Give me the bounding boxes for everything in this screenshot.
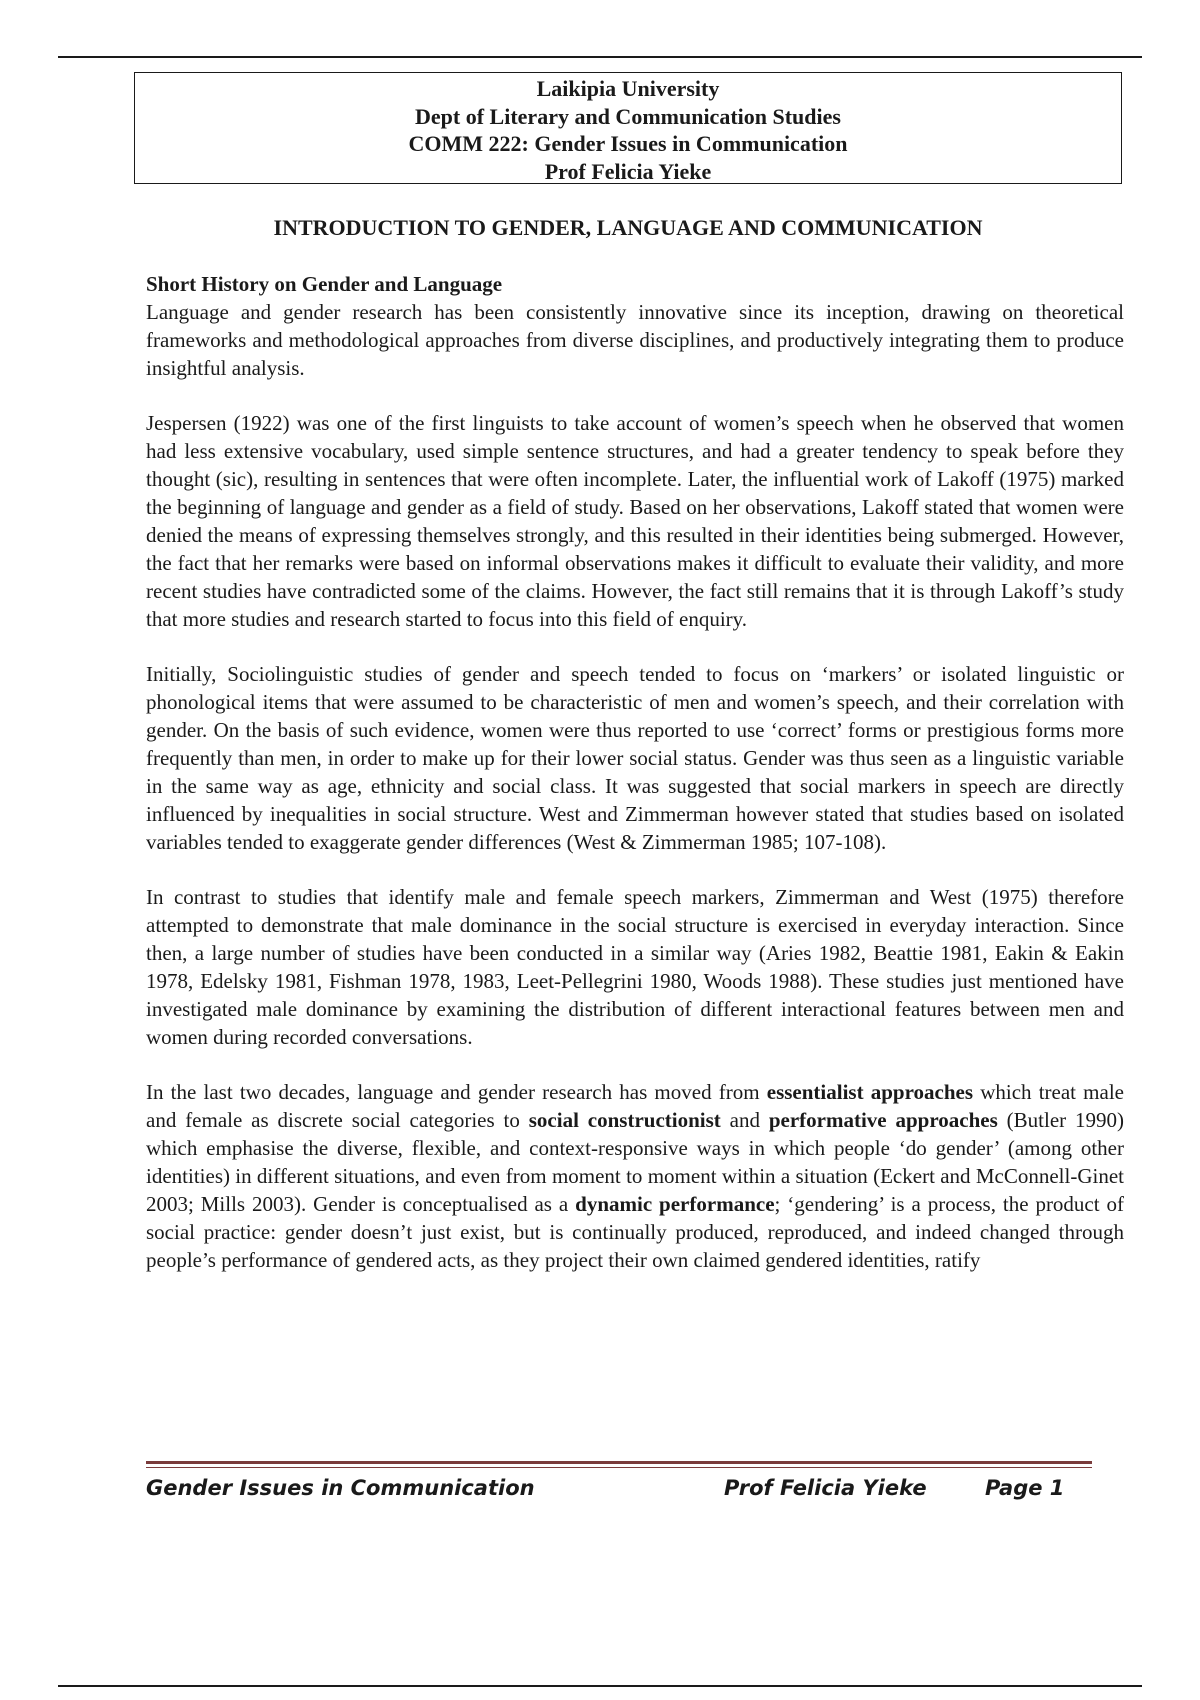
- course-header-box: [134, 72, 1122, 184]
- top-page-rule: [58, 56, 1142, 58]
- document-title: INTRODUCTION TO GENDER, LANGUAGE AND COMMUNICATION: [273, 215, 983, 240]
- paragraph-5-text: and: [720, 1108, 769, 1132]
- footer-author: Prof Felicia Yieke: [724, 1476, 927, 1500]
- paragraph-5-text: In the last two decades, language and gender research has moved from: [146, 1080, 767, 1104]
- bottom-page-rule: [58, 1685, 1142, 1687]
- page-footer: [146, 1473, 1092, 1503]
- paragraph-5-text: (Butler 1990) which emphasise the diverse, flexible, and context-responsive ways in which people ‘do gender’ (among other identities) in different situations, and even from moment to moment within a situation (Eckert and McConnell-Ginet 2003; Mills 2003). Gender is conceptualised as a: [146, 1108, 1124, 1216]
- footer-course-name: Gender Issues in Communication: [146, 1476, 535, 1500]
- section-heading: Short History on Gender and Language: [146, 272, 503, 296]
- university-name: Laikipia University: [536, 76, 720, 101]
- paragraph-2: Jespersen (1922) was one of the first linguists to take account of women’s speech when he observed that women had less extensive vocabulary, used simple sentence structures, and had a greater tendency to speak before they thought (sic), resulting in sentences that were often incomplete. Later, the influential work of Lakoff (1975) marked the beginning of language and gender as a field of study. Based on her observations, Lakoff stated that women were denied the means of expressing themselves strongly, and this resulted in their identities being submerged. However, the fact that her remarks were based on informal observations makes it difficult to evaluate their validity, and more recent studies have contradicted some of the claims. However, the fact still remains that it is through Lakoff’s study that more studies and research started to focus into this field of enquiry.: [146, 411, 1124, 631]
- term-essentialist-approaches: essentialist approaches: [766, 1080, 974, 1104]
- lecturer-name: Prof Felicia Yieke: [544, 158, 712, 184]
- footer-rule-thin: [146, 1467, 1092, 1468]
- paragraph-5-text: ; ‘gendering’ is a process, the product of social practice: gender doesn’t just exist, but is continually produced, reproduced, and indeed changed through people’s performance of gendered acts, as they project their own claimed gendered identities, ratify: [146, 1192, 1124, 1272]
- footer-page-number: Page 1: [985, 1476, 1065, 1500]
- course-title: COMM 222: Gender Issues in Communication: [408, 131, 848, 156]
- term-social-constructionist: social constructionist: [528, 1108, 721, 1132]
- term-dynamic-performance: dynamic performance: [575, 1192, 775, 1216]
- paragraph-1: Language and gender research has been consistently innovative since its inception, drawing on theoretical frameworks and methodological approaches from diverse disciplines, and productively integrating them to produce insightful analysis.: [146, 300, 1124, 380]
- paragraph-4: In contrast to studies that identify male and female speech markers, Zimmerman and West (1975) therefore attempted to demonstrate that male dominance in the social structure is exercised in everyday interaction. Since then, a large number of studies have been conducted in a similar way (Aries 1982, Beattie 1981, Eakin & Eakin 1978, Edelsky 1981, Fishman 1978, 1983, Leet-Pellegrini 1980, Woods 1988). These studies just mentioned have investigated male dominance by examining the distribution of different interactional features between men and women during recorded conversations.: [146, 885, 1124, 1049]
- paragraph-3: Initially, Sociolinguistic studies of gender and speech tended to focus on ‘markers’ or isolated linguistic or phonological items that were assumed to be characteristic of men and women’s speech, and their correlation with gender. On the basis of such evidence, women were thus reported to use ‘correct’ forms or prestigious forms more frequently than men, in order to make up for their lower social status. Gender was thus seen as a linguistic variable in the same way as age, ethnicity and social class. It was suggested that social markers in speech are directly influenced by inequalities in social structure. West and Zimmerman however stated that studies based on isolated variables tended to exaggerate gender differences (West & Zimmerman 1985; 107-108).: [146, 662, 1124, 854]
- document-body: [146, 270, 1124, 1301]
- department-name: Dept of Literary and Communication Studies: [415, 103, 841, 129]
- paragraph-5-text: which treat male and female as discrete social categories to: [146, 1080, 1124, 1132]
- footer-rule-thick: [146, 1461, 1092, 1464]
- paragraph-5: [146, 1078, 1124, 1274]
- term-performative-approaches: performative approaches: [768, 1108, 998, 1132]
